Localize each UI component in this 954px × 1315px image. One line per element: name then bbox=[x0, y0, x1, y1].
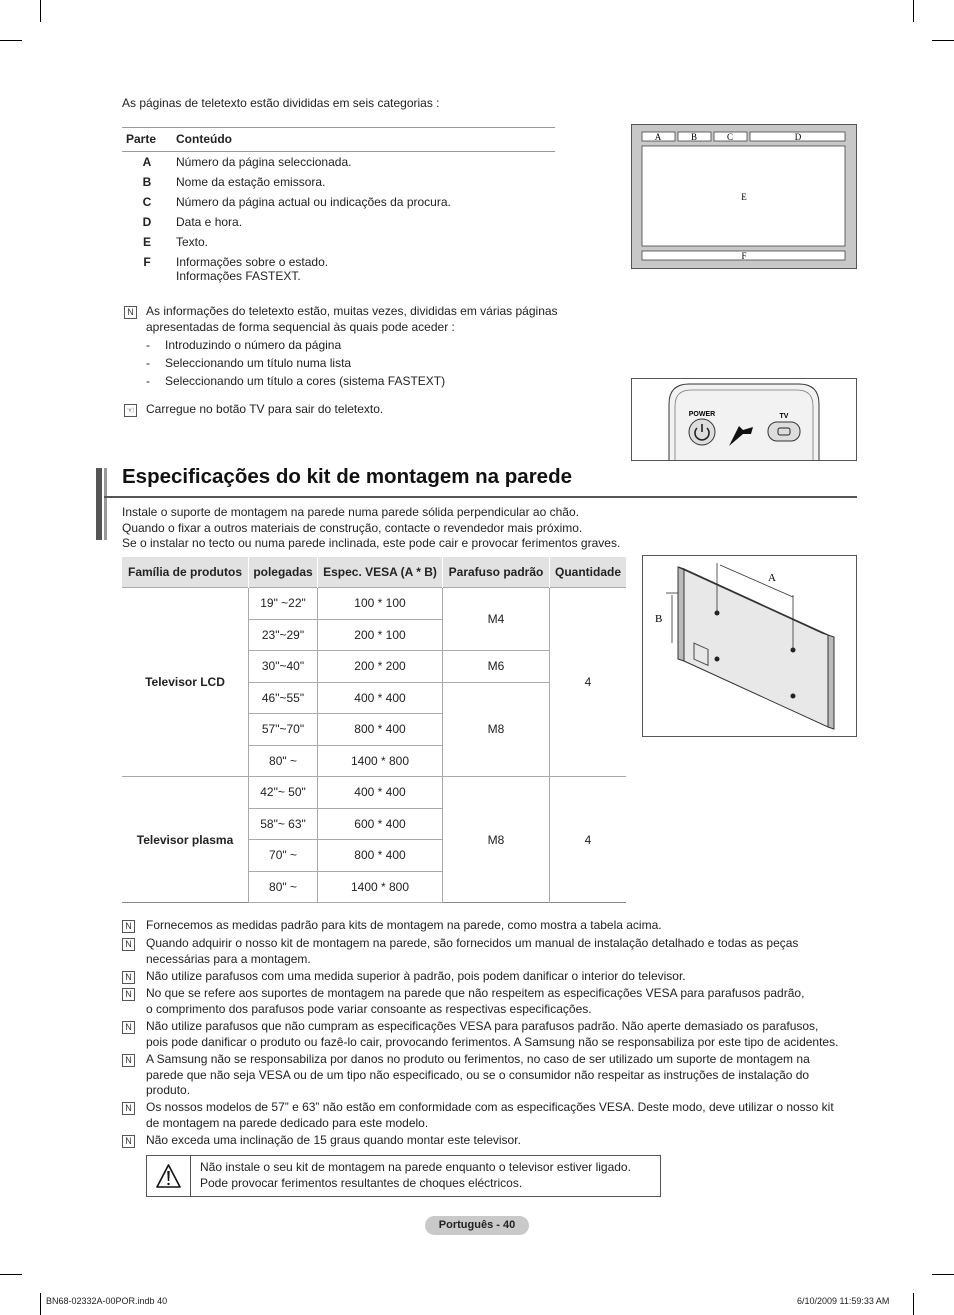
part-desc-line: Informações FASTEXT. bbox=[176, 269, 301, 283]
vesa-cell: 1400 * 800 bbox=[318, 745, 443, 777]
part-key: D bbox=[142, 215, 152, 229]
note-line: produto. bbox=[146, 1083, 191, 1097]
vesa-cell: 600 * 400 bbox=[318, 808, 443, 840]
crop-mark bbox=[913, 1293, 914, 1315]
warning-line: Pode provocar ferimentos resultantes de choques eléctricos. bbox=[200, 1175, 523, 1190]
note-icon: N bbox=[122, 938, 135, 951]
bullet-text: Seleccionando um título numa lista bbox=[165, 356, 352, 370]
note-icon: N bbox=[122, 1135, 135, 1148]
vesa-cell: 200 * 200 bbox=[318, 651, 443, 683]
crop-mark bbox=[40, 1293, 41, 1315]
note-line: As informações do teletexto estão, muitas vezes, divididas em várias páginas bbox=[146, 304, 558, 318]
part-key: F bbox=[143, 255, 151, 269]
note-line: Não exceda uma inclinação de 15 graus quando montar este televisor. bbox=[146, 1133, 521, 1147]
inches-cell: 57"~70" bbox=[249, 714, 318, 746]
table-row bbox=[122, 152, 555, 173]
exit-note bbox=[122, 402, 383, 418]
vesa-header: Parafuso padrão bbox=[443, 557, 550, 588]
title-bar-decoration bbox=[96, 468, 102, 540]
title-bar-decoration bbox=[104, 468, 107, 540]
vesa-cell: 400 * 400 bbox=[318, 682, 443, 714]
vesa-cell: 1400 * 800 bbox=[318, 871, 443, 903]
note-icon: N bbox=[122, 920, 135, 933]
part-key: C bbox=[142, 195, 152, 209]
note-line: Quando adquirir o nosso kit de montagem na parede, são fornecidos um manual de instalação detalhado e todas as peças bbox=[146, 936, 799, 950]
note-line: apresentadas de forma sequencial às quais pode aceder : bbox=[146, 319, 455, 334]
warning-icon bbox=[147, 1156, 190, 1196]
inches-cell: 23"~29" bbox=[249, 619, 318, 651]
note bbox=[122, 969, 852, 985]
inches-cell: 30"~40" bbox=[249, 651, 318, 683]
list-item: - Introduzindo o número da página bbox=[146, 338, 342, 352]
part-key: A bbox=[142, 155, 152, 169]
crop-mark bbox=[932, 1274, 954, 1275]
table-row bbox=[122, 252, 555, 286]
screw-cell: M6 bbox=[443, 651, 550, 683]
tv-label: TV bbox=[779, 413, 789, 420]
warning-box bbox=[146, 1155, 661, 1197]
hand-icon: ☜ bbox=[124, 404, 137, 417]
parts-header-content: Conteúdo bbox=[172, 128, 555, 152]
note-icon: N bbox=[122, 1102, 135, 1115]
table-row bbox=[122, 588, 626, 620]
note-line: Não utilize parafusos que não cumpram as especificações VESA para parafusos padrão. Não aperte demasiado os parafusos, bbox=[146, 1019, 819, 1033]
vesa-spec-table bbox=[122, 557, 626, 903]
section-intro bbox=[122, 505, 620, 552]
screw-cell: M4 bbox=[443, 588, 550, 651]
note bbox=[122, 986, 852, 1017]
vesa-header: Espec. VESA (A * B) bbox=[318, 557, 443, 588]
note-line: de montagem na parede dedicado para este modelo. bbox=[146, 1115, 429, 1130]
section-title: Especificações do kit de montagem na parede bbox=[122, 465, 573, 488]
dimension-label-b: B bbox=[655, 613, 663, 625]
crop-mark bbox=[932, 40, 954, 41]
warning-line: Não instale o seu kit de montagem na parede enquanto o televisor estiver ligado. bbox=[200, 1160, 631, 1174]
note bbox=[122, 936, 852, 967]
vesa-cell: 800 * 400 bbox=[318, 714, 443, 746]
diagram-label: C bbox=[726, 132, 734, 142]
vesa-header: Família de produtos bbox=[122, 557, 249, 588]
parts-table bbox=[122, 127, 555, 286]
intro-line: Se o instalar no tecto ou numa parede inclinada, este pode cair e provocar ferimentos graves. bbox=[122, 536, 621, 550]
note-line: parede que não seja VESA ou de um tipo não especificado, ou se o consumidor não respeitar as instruções de instalação do bbox=[146, 1067, 810, 1082]
note-line: Carregue no botão TV para sair do teletexto. bbox=[146, 402, 384, 416]
diagram-label: B bbox=[690, 132, 698, 142]
note-line: Não utilize parafusos com uma medida superior à padrão, pois podem danificar o interior do televisor. bbox=[146, 969, 686, 983]
inches-cell: 58"~ 63" bbox=[249, 808, 318, 840]
note-line: A Samsung não se responsabiliza por danos no produto ou ferimentos, no caso de ser utilizado um suporte de montagem na bbox=[146, 1052, 810, 1066]
inches-cell: 42"~ 50" bbox=[249, 777, 318, 809]
part-key: E bbox=[142, 235, 151, 249]
inches-cell: 46"~55" bbox=[249, 682, 318, 714]
teletext-note bbox=[122, 304, 592, 390]
table-row bbox=[122, 777, 626, 809]
note-line: necessárias para a montagem. bbox=[146, 951, 311, 966]
parts-header-part: Parte bbox=[122, 128, 172, 152]
quantity-cell: 4 bbox=[550, 777, 627, 903]
list-item: - Seleccionando um título numa lista bbox=[146, 356, 352, 370]
vesa-cell: 200 * 100 bbox=[318, 619, 443, 651]
note-icon: N bbox=[124, 306, 137, 319]
quantity-cell: 4 bbox=[550, 588, 627, 777]
bullet-list bbox=[146, 338, 592, 390]
intro-text: As páginas de teletexto estão divididas em seis categorias : bbox=[122, 96, 440, 110]
note bbox=[122, 1052, 852, 1099]
family-cell: Televisor LCD bbox=[122, 588, 249, 777]
inches-cell: 70" ~ bbox=[249, 840, 318, 872]
crop-mark bbox=[0, 1274, 22, 1275]
footer-file: BN68-02332A-00POR.indb 40 bbox=[46, 1296, 168, 1306]
note-icon: N bbox=[122, 971, 135, 984]
inches-cell: 80" ~ bbox=[249, 745, 318, 777]
title-underline bbox=[104, 496, 857, 498]
note bbox=[122, 1100, 852, 1131]
part-desc: Nome da estação emissora. bbox=[176, 175, 326, 189]
note-line: Os nossos modelos de 57” e 63” não estão em conformidade com as especificações VESA. Deste modo, deve utilizar o nosso kit bbox=[146, 1100, 834, 1114]
vesa-header: Quantidade bbox=[550, 557, 627, 588]
bullet-text: Introduzindo o número da página bbox=[165, 338, 342, 352]
note bbox=[122, 918, 852, 934]
crop-mark bbox=[913, 0, 914, 22]
note-icon: N bbox=[122, 1021, 135, 1034]
dimension-label-a: A bbox=[768, 572, 776, 584]
part-desc bbox=[172, 252, 555, 286]
diagram-label: E bbox=[741, 192, 747, 202]
part-desc: Texto. bbox=[176, 235, 209, 249]
inches-cell: 19" ~22" bbox=[249, 588, 318, 620]
diagram-label: A bbox=[654, 132, 662, 142]
crop-mark bbox=[0, 40, 22, 41]
table-row bbox=[122, 232, 555, 252]
tv-button-icon bbox=[768, 422, 800, 441]
vesa-cell: 800 * 400 bbox=[318, 840, 443, 872]
crop-mark bbox=[40, 0, 41, 22]
remote-control-illustration bbox=[631, 378, 857, 461]
diagram-label: F bbox=[741, 251, 747, 261]
list-item: - Seleccionando um título a cores (sistema FASTEXT) bbox=[146, 374, 446, 388]
power-label: POWER bbox=[688, 411, 716, 418]
family-cell: Televisor plasma bbox=[122, 777, 249, 903]
warning-icon-cell bbox=[147, 1156, 191, 1196]
bullet-text: Seleccionando um título a cores (sistema FASTEXT) bbox=[165, 374, 446, 388]
vesa-header: polegadas bbox=[249, 557, 318, 588]
table-row bbox=[122, 212, 555, 232]
note-line: No que se refere aos suportes de montagem na parede que não respeitem as especificações VESA para parafusos padrão, bbox=[146, 986, 805, 1000]
intro-line: Instale o suporte de montagem na parede numa parede sólida perpendicular ao chão. bbox=[122, 505, 579, 519]
screw-cell: M8 bbox=[443, 682, 550, 777]
screw-cell: M8 bbox=[443, 777, 550, 903]
part-desc: Número da página seleccionada. bbox=[176, 155, 352, 169]
wall-mount-diagram bbox=[642, 555, 857, 737]
diagram-label: D bbox=[794, 132, 802, 142]
warning-text bbox=[200, 1160, 631, 1191]
table-row bbox=[122, 172, 555, 192]
note-icon: N bbox=[122, 1054, 135, 1067]
note-line: Fornecemos as medidas padrão para kits de montagem na parede, como mostra a tabela acima. bbox=[146, 918, 662, 932]
part-desc: Data e hora. bbox=[176, 215, 243, 229]
vesa-cell: 100 * 100 bbox=[318, 588, 443, 620]
intro-line: Quando o fixar a outros materiais de construção, contacte o revendedor mais próximo. bbox=[122, 520, 583, 535]
inches-cell: 80" ~ bbox=[249, 871, 318, 903]
part-desc: Número da página actual ou indicações da procura. bbox=[176, 195, 451, 209]
vesa-cell: 400 * 400 bbox=[318, 777, 443, 809]
table-row bbox=[122, 192, 555, 212]
footer-date: 6/10/2009 11:59:33 AM bbox=[797, 1296, 890, 1306]
note-line: o comprimento dos parafusos pode variar consoante as respectivas especificações. bbox=[146, 1001, 592, 1016]
note bbox=[122, 1019, 852, 1050]
page-number-badge: Português - 40 bbox=[425, 1216, 529, 1235]
note-line: pois pode danificar o produto ou fazê-lo cair, provocando ferimentos. A Samsung não se responsabiliza por este tipo de acidentes. bbox=[146, 1034, 839, 1049]
note bbox=[122, 1133, 852, 1149]
part-key: B bbox=[142, 175, 152, 189]
teletext-screen-diagram bbox=[631, 124, 857, 269]
part-desc-line: Informações sobre o estado. bbox=[176, 255, 329, 269]
note-icon: N bbox=[122, 988, 135, 1001]
